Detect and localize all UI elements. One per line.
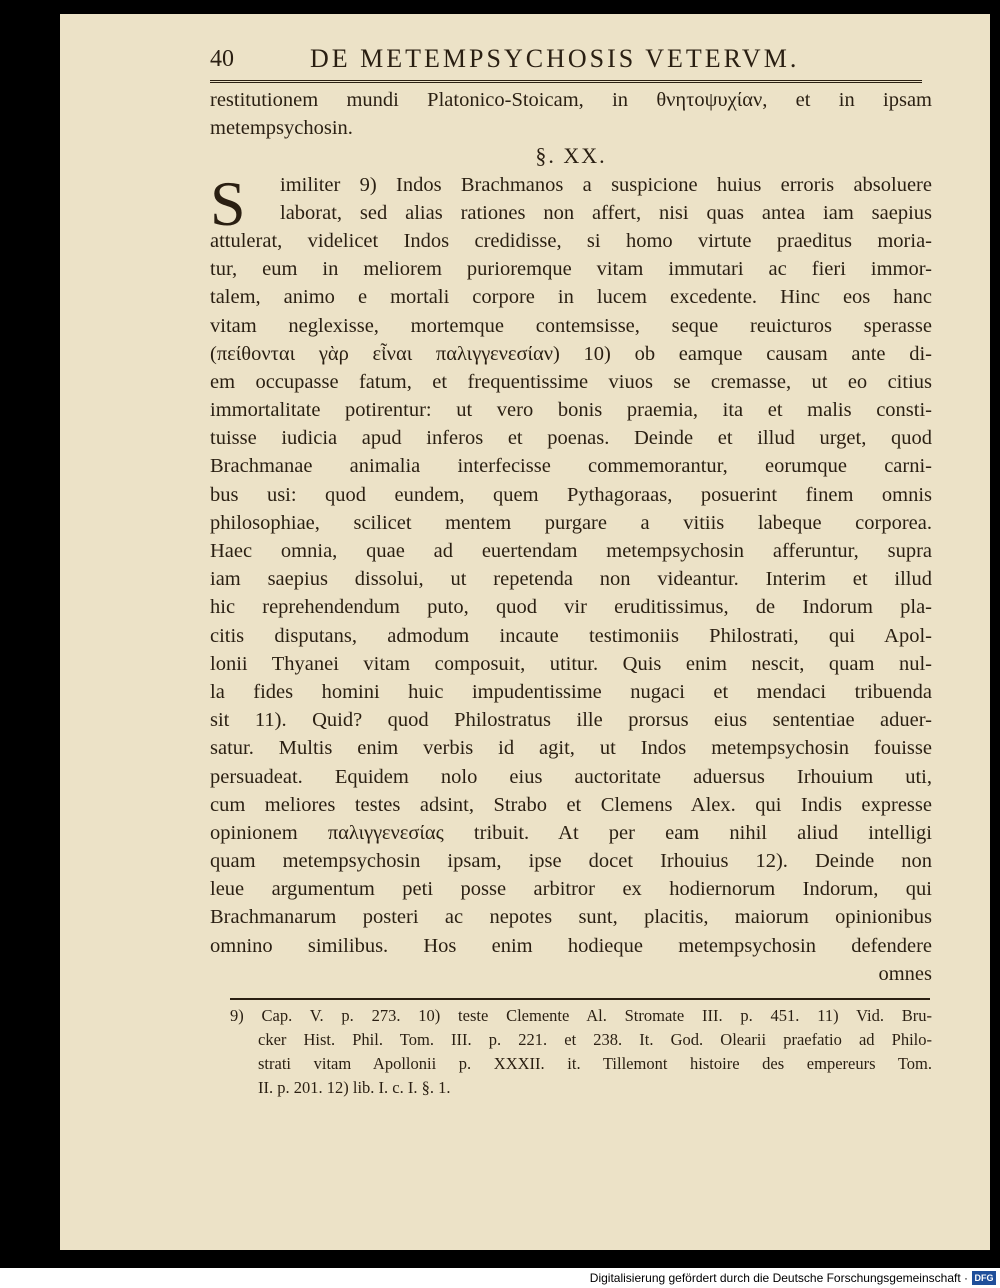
text-line: em occupasse fatum, et frequentissime viuos se cremasse, ut eo citius xyxy=(210,370,932,393)
body-text xyxy=(210,86,932,988)
text-line: laborat, sed alias rationes non affert, nisi quas antea iam saepius xyxy=(280,201,932,224)
text-line: vitam neglexisse, mortemque contemsisse, seque reuicturos sperasse xyxy=(210,314,932,337)
text-line: citis disputans, admodum incaute testimoniis Philostrati, qui Apol- xyxy=(210,624,932,647)
text-line: philosophiae, scilicet mentem purgare a vitiis labeque corporea. xyxy=(210,511,932,534)
text-line: hic reprehendendum puto, quod vir eruditissimus, de Indorum pla- xyxy=(210,596,932,619)
page-header xyxy=(210,42,930,82)
credit-text: Digitalisierung gefördert durch die Deutsche Forschungsgemeinschaft · xyxy=(589,1271,968,1285)
text-line: imiliter 9) Indos Brachmanos a suspicione huius erroris absoluere xyxy=(280,173,932,196)
text-line: leue argumentum peti posse arbitror ex hodiernorum Indorum, qui xyxy=(210,878,932,901)
text-line: talem, animo e mortali corpore in lucem excedente. Hinc eos hanc xyxy=(210,286,932,309)
text-line: sit 11). Quid? quod Philostratus ille prorsus eius sententiae aduer- xyxy=(210,709,932,732)
text-line: quam metempsychosin ipsam, ipse docet Irhouius 12). Deinde non xyxy=(210,850,932,873)
running-title: DE METEMPSYCHOSIS VETERVM. xyxy=(310,44,800,73)
dfg-logo-icon: DFG xyxy=(972,1271,996,1285)
text-line: metempsychosin. xyxy=(210,117,353,140)
text-line: opinionem παλιγγενεσίας tribuit. At per eam nihil aliud intelligi xyxy=(210,821,932,844)
text-line: omnino similibus. Hos enim hodieque metempsychosin defendere xyxy=(210,934,932,957)
text-line: satur. Multis enim verbis id agit, ut Indos metempsychosin fouisse xyxy=(210,737,932,760)
text-line: immortalitate potirentur: ut vero bonis praemia, ita et malis consti- xyxy=(210,399,932,422)
footnote-line: cker Hist. Phil. Tom. III. p. 221. et 238. It. God. Olearii praefatio ad Philo- xyxy=(258,1030,932,1049)
header-rule xyxy=(210,80,922,83)
footnote-line: II. p. 201. 12) lib. I. c. I. §. 1. xyxy=(258,1078,451,1097)
text-line: Brachmanarum posteri ac nepotes sunt, placitis, maiorum opinionibus xyxy=(210,906,932,929)
text-line: restitutionem mundi Platonico-Stoicam, in θνητοψυχίαν, et in ipsam xyxy=(210,89,932,111)
credit-bar xyxy=(0,1268,1000,1288)
text-line: attulerat, videlicet Indos credidisse, si homo virtute praeditus moria- xyxy=(210,229,932,252)
text-line: la fides homini huic impudentissime nugaci et mendaci tribuenda xyxy=(210,680,932,703)
text-line: iam saepius dissolui, ut repetenda non videantur. Interim et illud xyxy=(210,568,932,591)
text-line: cum meliores testes adsint, Strabo et Clemens Alex. qui Indis expresse xyxy=(210,793,932,816)
footnote-line: strati vitam Apollonii p. XXXII. it. Tillemont histoire des empereurs Tom. xyxy=(258,1054,932,1073)
text-line: Brachmanae animalia interfecisse commemorantur, eorumque carni- xyxy=(210,455,932,478)
page-number: 40 xyxy=(210,46,234,72)
footnote-rule xyxy=(230,998,930,1000)
text-line: bus usi: quod eundem, quem Pythagoraas, posuerint finem omnis xyxy=(210,483,932,506)
text-line: tur, eum in meliorem purioremque vitam immutari ac fieri immor- xyxy=(210,258,932,281)
footnote-line: 9) Cap. V. p. 273. 10) teste Clemente Al. Stromate III. p. 451. 11) Vid. Bru- xyxy=(230,1006,932,1025)
text-line: lonii Thyanei vitam composuit, utitur. Quis enim nescit, quam nul- xyxy=(210,652,932,675)
catchword: omnes xyxy=(878,962,932,985)
text-line: persuadeat. Equidem nolo eius auctoritate aduersus Irhouium uti, xyxy=(210,765,932,788)
footnotes xyxy=(230,1004,932,1100)
drop-cap: S xyxy=(210,168,246,239)
section-heading: §. XX. xyxy=(535,143,607,169)
text-line: Haec omnia, quae ad euertendam metempsychosin afferuntur, supra xyxy=(210,540,932,562)
text-line: (πείθονται γὰρ εἶναι παλιγγενεσίαν) 10) ob eamque causam ante di- xyxy=(210,342,932,365)
text-line: tuisse iudicia apud inferos et poenas. Deinde et illud urget, quod xyxy=(210,427,932,450)
